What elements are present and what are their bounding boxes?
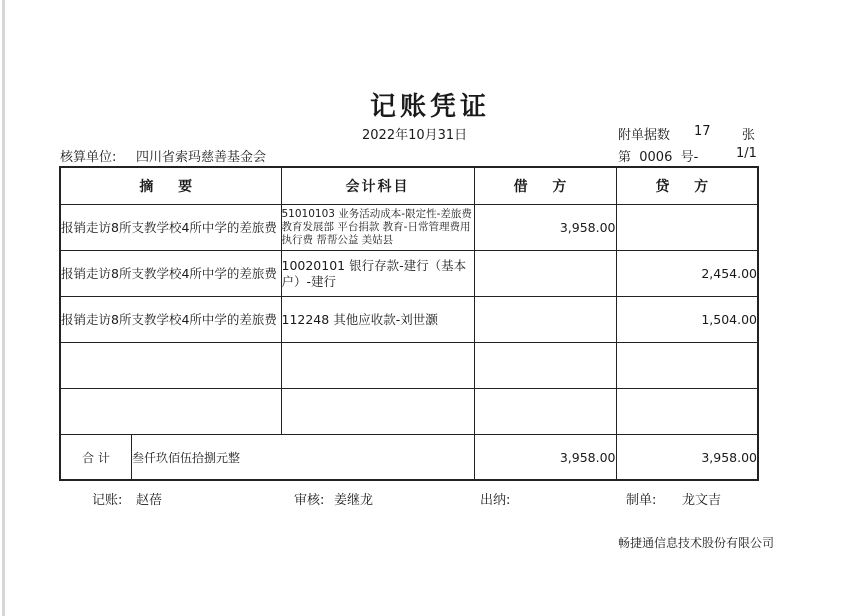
row-debit [474, 251, 616, 297]
total-row [60, 435, 758, 481]
header-debit: 借 方 [474, 167, 616, 205]
bookkeeper-name: 赵蓓 [136, 493, 163, 508]
row-summary [60, 389, 281, 435]
preparer-name: 龙文吉 [682, 493, 722, 508]
row-account: 10020101 银行存款-建行（基本户）-建行 [281, 251, 474, 297]
software-company: 畅捷通信息技术股份有限公司 [618, 536, 775, 550]
total-credit: 3,958.00 [616, 435, 758, 481]
attachment-unit: 张 [742, 128, 756, 143]
attachment-label: 附单据数 [618, 128, 671, 143]
header-credit: 贷 方 [616, 167, 758, 205]
row-debit: 3,958.00 [474, 205, 616, 251]
table-row [60, 251, 758, 297]
row-summary: 报销走访8所支教学校4所中学的差旅费 [60, 205, 281, 251]
header-summary: 摘 要 [60, 167, 281, 205]
row-debit [474, 343, 616, 389]
row-summary: 报销走访8所支教学校4所中学的差旅费 [60, 251, 281, 297]
row-summary [60, 343, 281, 389]
total-cell [60, 435, 474, 481]
cashier-label: 出纳: [480, 493, 511, 508]
row-credit [616, 389, 758, 435]
row-account: 51010103 业务活动成本-限定性-差旅费 教育发展部 平台捐款 教育-日常管理费用 执行费 帮帮公益 美姑县 [281, 205, 474, 251]
preparer-label: 制单: [626, 493, 657, 508]
row-credit: 1,504.00 [616, 297, 758, 343]
table-row [60, 389, 758, 435]
voucher-table [59, 166, 759, 481]
row-credit [616, 343, 758, 389]
voucher-number: 第 0006 号- [618, 150, 699, 165]
row-credit: 2,454.00 [616, 251, 758, 297]
header-account: 会计科目 [281, 167, 474, 205]
row-account [281, 343, 474, 389]
table-row [60, 205, 758, 251]
page-title: 记账凭证 [369, 92, 490, 122]
table-row [60, 297, 758, 343]
row-account: 112248 其他应收款-刘世灏 [281, 297, 474, 343]
reviewer-label: 审核: [294, 493, 325, 508]
attachment-count: 17 [694, 124, 711, 139]
accounting-unit-label: 核算单位: [60, 150, 117, 165]
reviewer-name: 姜继龙 [334, 493, 374, 508]
total-label: 合 计 [61, 435, 132, 479]
row-account [281, 389, 474, 435]
row-debit [474, 297, 616, 343]
bookkeeper-label: 记账: [92, 493, 123, 508]
voucher-date: 2022年10月31日 [362, 128, 468, 143]
table-header-row [60, 167, 758, 205]
table-row [60, 343, 758, 389]
total-amount-words: 叁仟玖佰伍拾捌元整 [132, 450, 241, 465]
row-debit [474, 389, 616, 435]
total-debit: 3,958.00 [474, 435, 616, 481]
accounting-unit-value: 四川省索玛慈善基金会 [136, 150, 267, 165]
row-summary: 报销走访8所支教学校4所中学的差旅费 [60, 297, 281, 343]
voucher-page-count: 1/1 [736, 146, 757, 161]
row-credit [616, 205, 758, 251]
